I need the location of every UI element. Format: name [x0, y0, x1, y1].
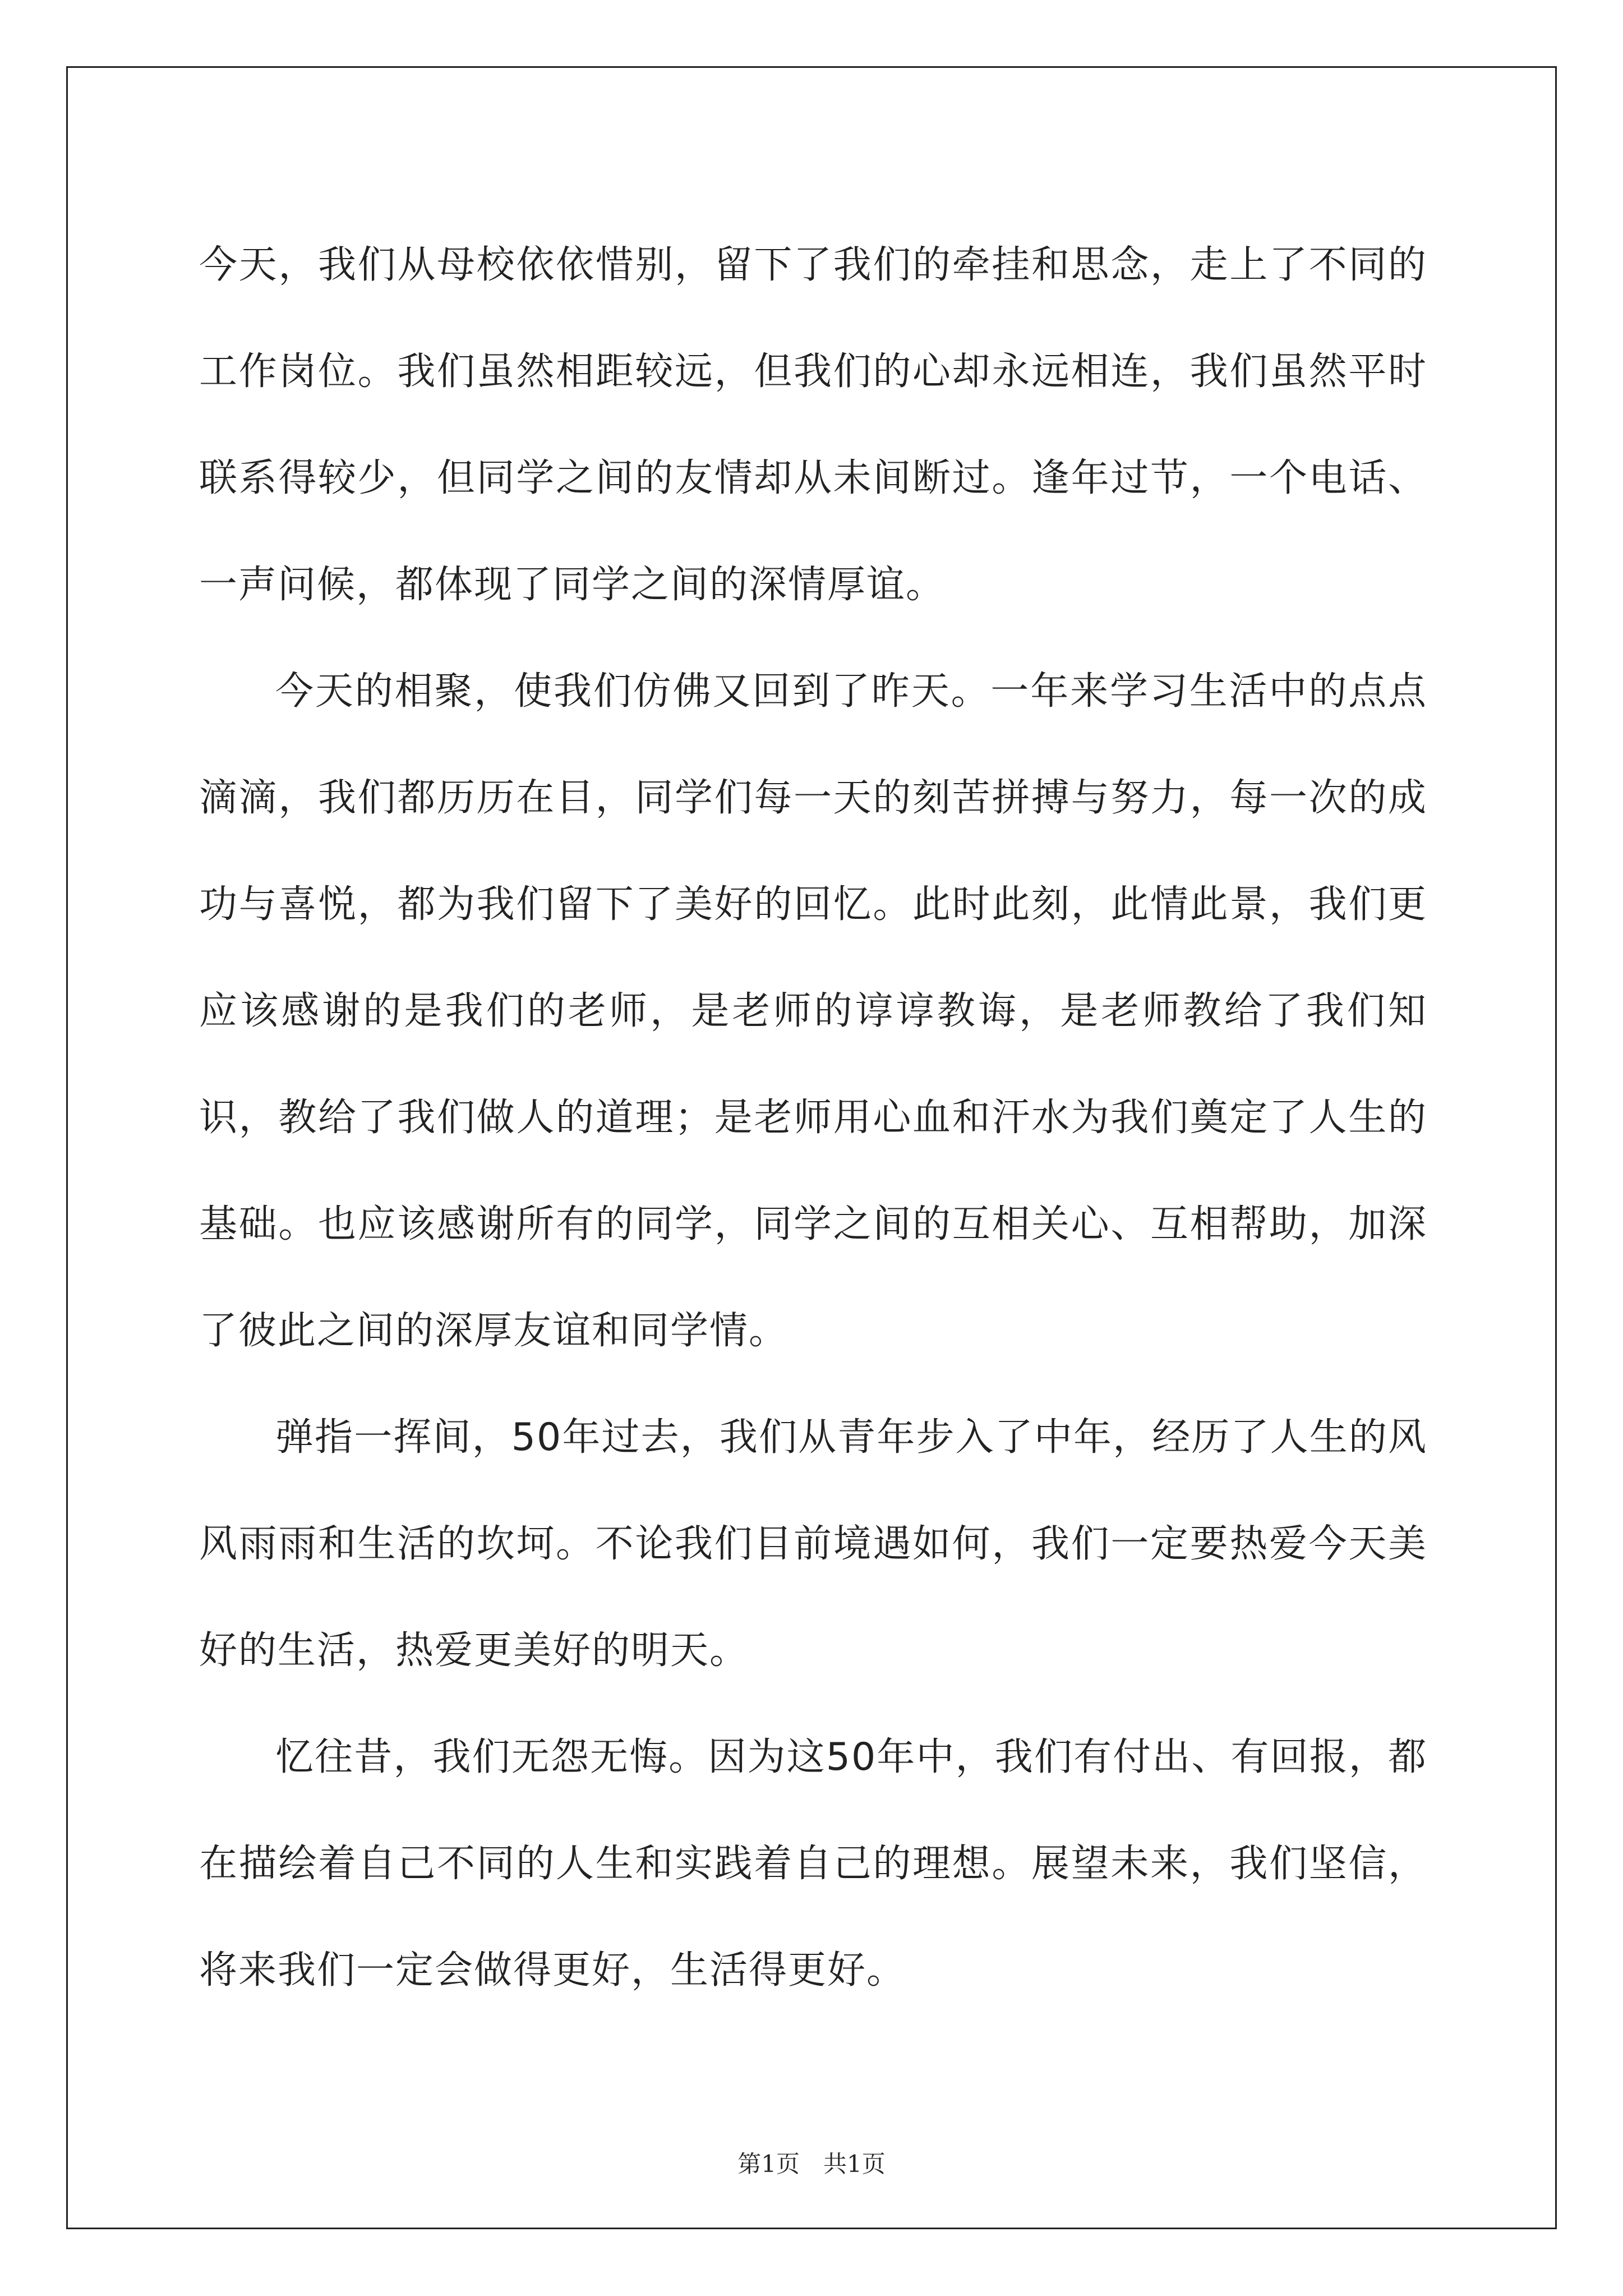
paragraph-1: 今天，我们从母校依依惜别，留下了我们的牵挂和思念，走上了不同的工作岗位。我们虽然相距较远，但我们的心却永远相连，我们虽然平时联系得较少，但同学之间的友情却从未间断过。逢年过节，一个电话、一声问候，都体现了同学之间的深情厚谊。 — [199, 243, 1427, 607]
paragraph-3: 弹指一挥间，50年过去，我们从青年步入了中年，经历了人生的风风雨雨和生活的坎坷。不论我们目前境遇如何，我们一定要热爱今天美好的生活，热爱更美好的明天。 — [199, 1415, 1427, 1673]
page-footer: 第1页 共1页 — [737, 2150, 886, 2178]
paragraph-4: 忆往昔，我们无怨无悔。因为这50年中，我们有付出、有回报，都在描绘着自己不同的人生和实践着自己的理想。展望未来，我们坚信，将来我们一定会做得更好，生活得更好。 — [199, 1735, 1427, 1993]
document-body — [199, 212, 1427, 2024]
paragraph-2: 今天的相聚，使我们仿佛又回到了昨天。一年来学习生活中的点点滴滴，我们都历历在目，同学们每一天的刻苦拼搏与努力，每一次的成功与喜悦，都为我们留下了美好的回忆。此时此刻，此情此景，我们更应该感谢的是我们的老师，是老师的谆谆教诲，是老师教给了我们知识，教给了我们做人的道理；是老师用心血和汗水为我们奠定了人生的基础。也应该感谢所有的同学，同学之间的互相关心、互相帮助，加深了彼此之间的深厚友谊和同学情。 — [199, 669, 1427, 1353]
